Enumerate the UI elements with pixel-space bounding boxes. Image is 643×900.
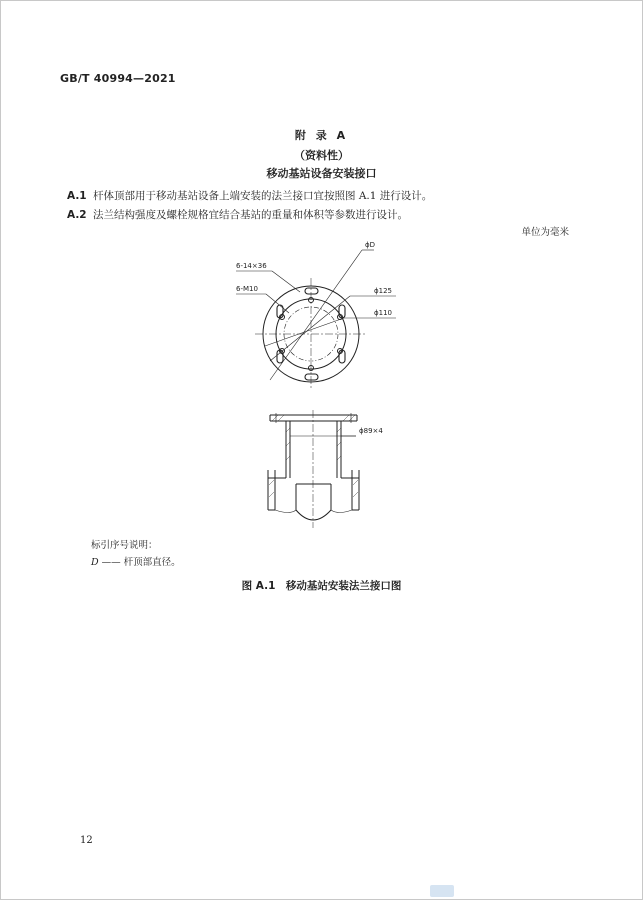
label-d125: ϕ125 [374,287,392,295]
annex-type: （资料性） [294,149,349,162]
label-pipe: ϕ89×4 [359,427,383,435]
clause-text: 杆体顶部用于移动基站设备上端安装的法兰接口宜按照图 A.1 进行设计。 [93,190,433,202]
label-d110: ϕ110 [374,309,392,317]
unit-note: 单位为毫米 [521,227,569,238]
clause-number: A.2 [67,209,87,221]
clause-text: 法兰结构强度及螺栓规格宜结合基站的重量和体积等参数进行设计。 [93,209,408,221]
figure-caption: 图 A.1 移动基站安装法兰接口图 [241,580,402,592]
hatching [269,415,358,497]
label-slots: 6-14×36 [236,262,267,270]
label-diameter-d: ϕD [365,241,376,249]
annex-heading: 移动基站设备安装接口 [266,167,377,180]
page-number: 12 [80,835,93,846]
legend-title: 标引序号说明： [91,540,158,551]
footer-watermark [430,885,454,897]
legend-entry [91,554,181,568]
label-bolts: 6-M10 [236,285,258,293]
side-view [268,410,359,528]
clause-number: A.1 [67,190,87,202]
standard-code: GB/T 40994—2021 [60,72,176,85]
legend-symbol: D [91,557,99,568]
legend-description: —— 杆顶部直径。 [101,557,181,568]
annex-title: 附 录 A [294,129,349,142]
